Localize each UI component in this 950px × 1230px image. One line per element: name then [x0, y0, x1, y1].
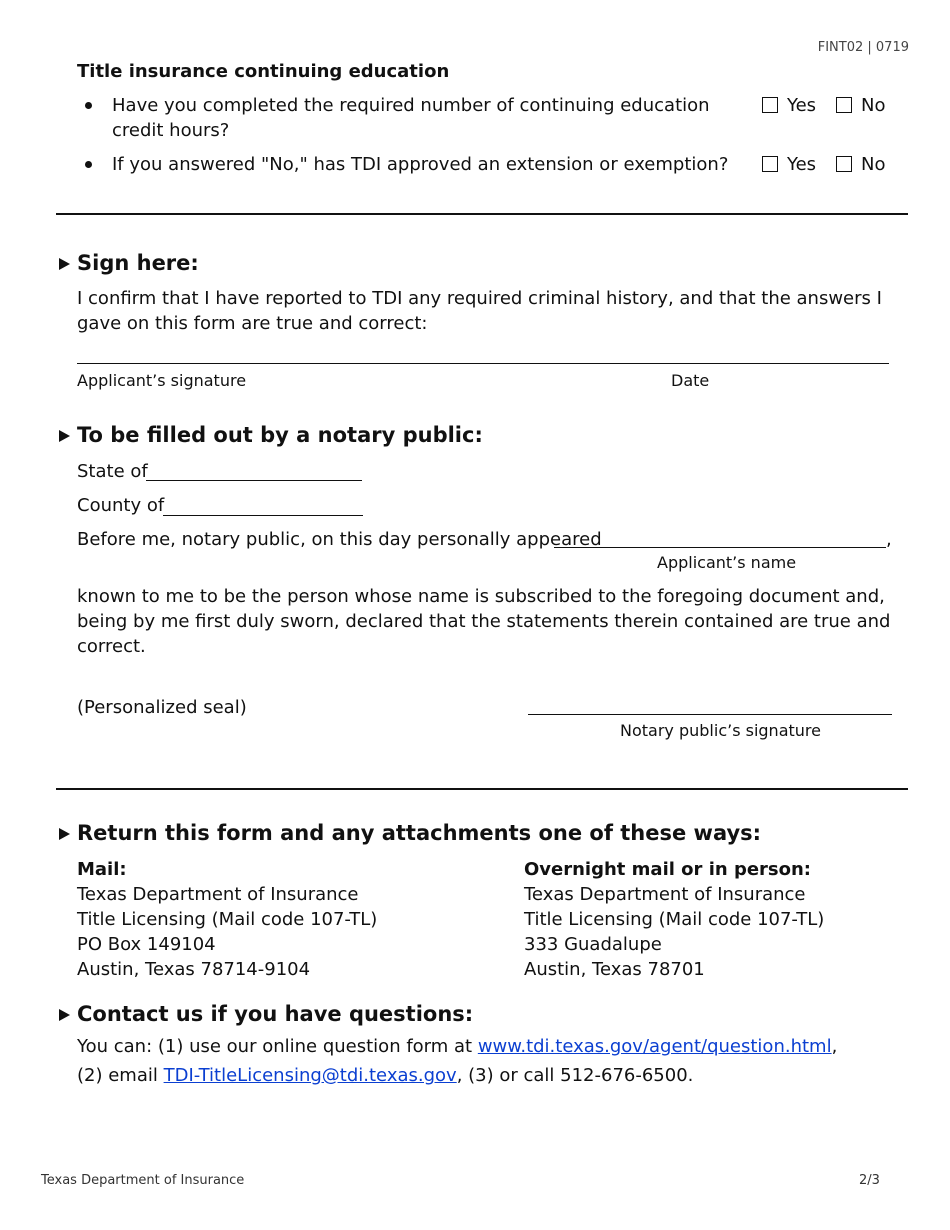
- applicant-name-label: Applicant’s name: [657, 553, 797, 572]
- arrow-right-icon: [59, 828, 70, 840]
- contact-line-2: [77, 1063, 693, 1088]
- ce-q1-no-checkbox[interactable]: [836, 97, 852, 113]
- mail-line: Title Licensing (Mail code 107-TL): [77, 909, 378, 930]
- overnight-line: Austin, Texas 78701: [524, 959, 705, 980]
- ce-q2-no-checkbox[interactable]: [836, 156, 852, 172]
- footer-org: Texas Department of Insurance: [41, 1173, 245, 1188]
- ce-question-1: Have you completed the required number of continuing education credit hours?: [112, 95, 710, 141]
- applicant-signature-label: Applicant’s signature: [77, 371, 247, 390]
- county-label: County of: [77, 495, 165, 516]
- email-link[interactable]: TDI-TitleLicensing@tdi.texas.gov: [163, 1065, 457, 1086]
- section-divider: [56, 213, 908, 215]
- ce-q2-no-label: No: [861, 154, 886, 175]
- form-code: FINT02 | 0719: [817, 40, 909, 55]
- arrow-right-icon: [59, 1009, 70, 1021]
- mail-line: Texas Department of Insurance: [77, 884, 359, 905]
- seal-label: (Personalized seal): [77, 697, 247, 718]
- contact-line-1-text: You can: (1) use our online question form at: [77, 1036, 478, 1057]
- overnight-line: 333 Guadalupe: [524, 934, 662, 955]
- overnight-line: Title Licensing (Mail code 107-TL): [524, 909, 825, 930]
- bullet: [85, 161, 92, 168]
- applicant-signature-line[interactable]: [77, 363, 889, 364]
- ce-q2-yes-checkbox[interactable]: [762, 156, 778, 172]
- mail-line: PO Box 149104: [77, 934, 216, 955]
- overnight-address-block: [524, 857, 824, 982]
- state-field[interactable]: [146, 480, 362, 481]
- mail-title: Mail:: [77, 859, 127, 880]
- overnight-title: Overnight mail or in person:: [524, 859, 812, 880]
- notary-signature-line[interactable]: [528, 714, 892, 715]
- appeared-text: Before me, notary public, on this day personally appeared: [77, 529, 602, 550]
- ce-q2-yes-label: Yes: [787, 154, 817, 175]
- section-divider: [56, 788, 908, 790]
- ce-question-2: If you answered "No," has TDI approved an extension or exemption?: [112, 154, 729, 175]
- page-number: 2/3: [859, 1173, 880, 1188]
- ce-q1-yes-label: Yes: [787, 95, 817, 116]
- contact-heading: Contact us if you have questions:: [77, 1002, 474, 1026]
- county-field[interactable]: [163, 515, 363, 516]
- overnight-line: Texas Department of Insurance: [524, 884, 806, 905]
- applicant-name-comma: ,: [886, 529, 892, 550]
- date-label: Date: [671, 371, 710, 390]
- applicant-name-field[interactable]: [554, 547, 886, 548]
- ce-title: Title insurance continuing education: [77, 61, 450, 82]
- sign-statement: I confirm that I have reported to TDI any required criminal history, and that the answers I gave on this form are true and correct:: [77, 288, 882, 334]
- mail-line: Austin, Texas 78714-9104: [77, 959, 311, 980]
- ce-q1-no-label: No: [861, 95, 886, 116]
- ce-q1-yes-checkbox[interactable]: [762, 97, 778, 113]
- contact-line-1-punct: ,: [831, 1036, 838, 1057]
- state-label: State of: [77, 461, 148, 482]
- arrow-right-icon: [59, 258, 70, 270]
- notary-attestation: known to me to be the person whose name is subscribed to the foregoing document and, being by me first duly sworn, declared that the statements therein contained are true and correct.: [77, 586, 891, 657]
- notary-heading: To be filled out by a notary public:: [77, 423, 483, 447]
- contact-line-2-tail: , (3) or call 512-676-6500.: [456, 1065, 694, 1086]
- arrow-right-icon: [59, 430, 70, 442]
- contact-line-1: [77, 1034, 837, 1059]
- bullet: [85, 102, 92, 109]
- mail-address-block: [77, 857, 377, 982]
- contact-line-2-text: (2) email: [77, 1065, 164, 1086]
- question-form-link[interactable]: www.tdi.texas.gov/agent/question.html: [477, 1036, 832, 1057]
- notary-signature-label: Notary public’s signature: [620, 721, 821, 740]
- return-heading: Return this form and any attachments one of these ways:: [77, 821, 762, 845]
- sign-heading: Sign here:: [77, 251, 199, 275]
